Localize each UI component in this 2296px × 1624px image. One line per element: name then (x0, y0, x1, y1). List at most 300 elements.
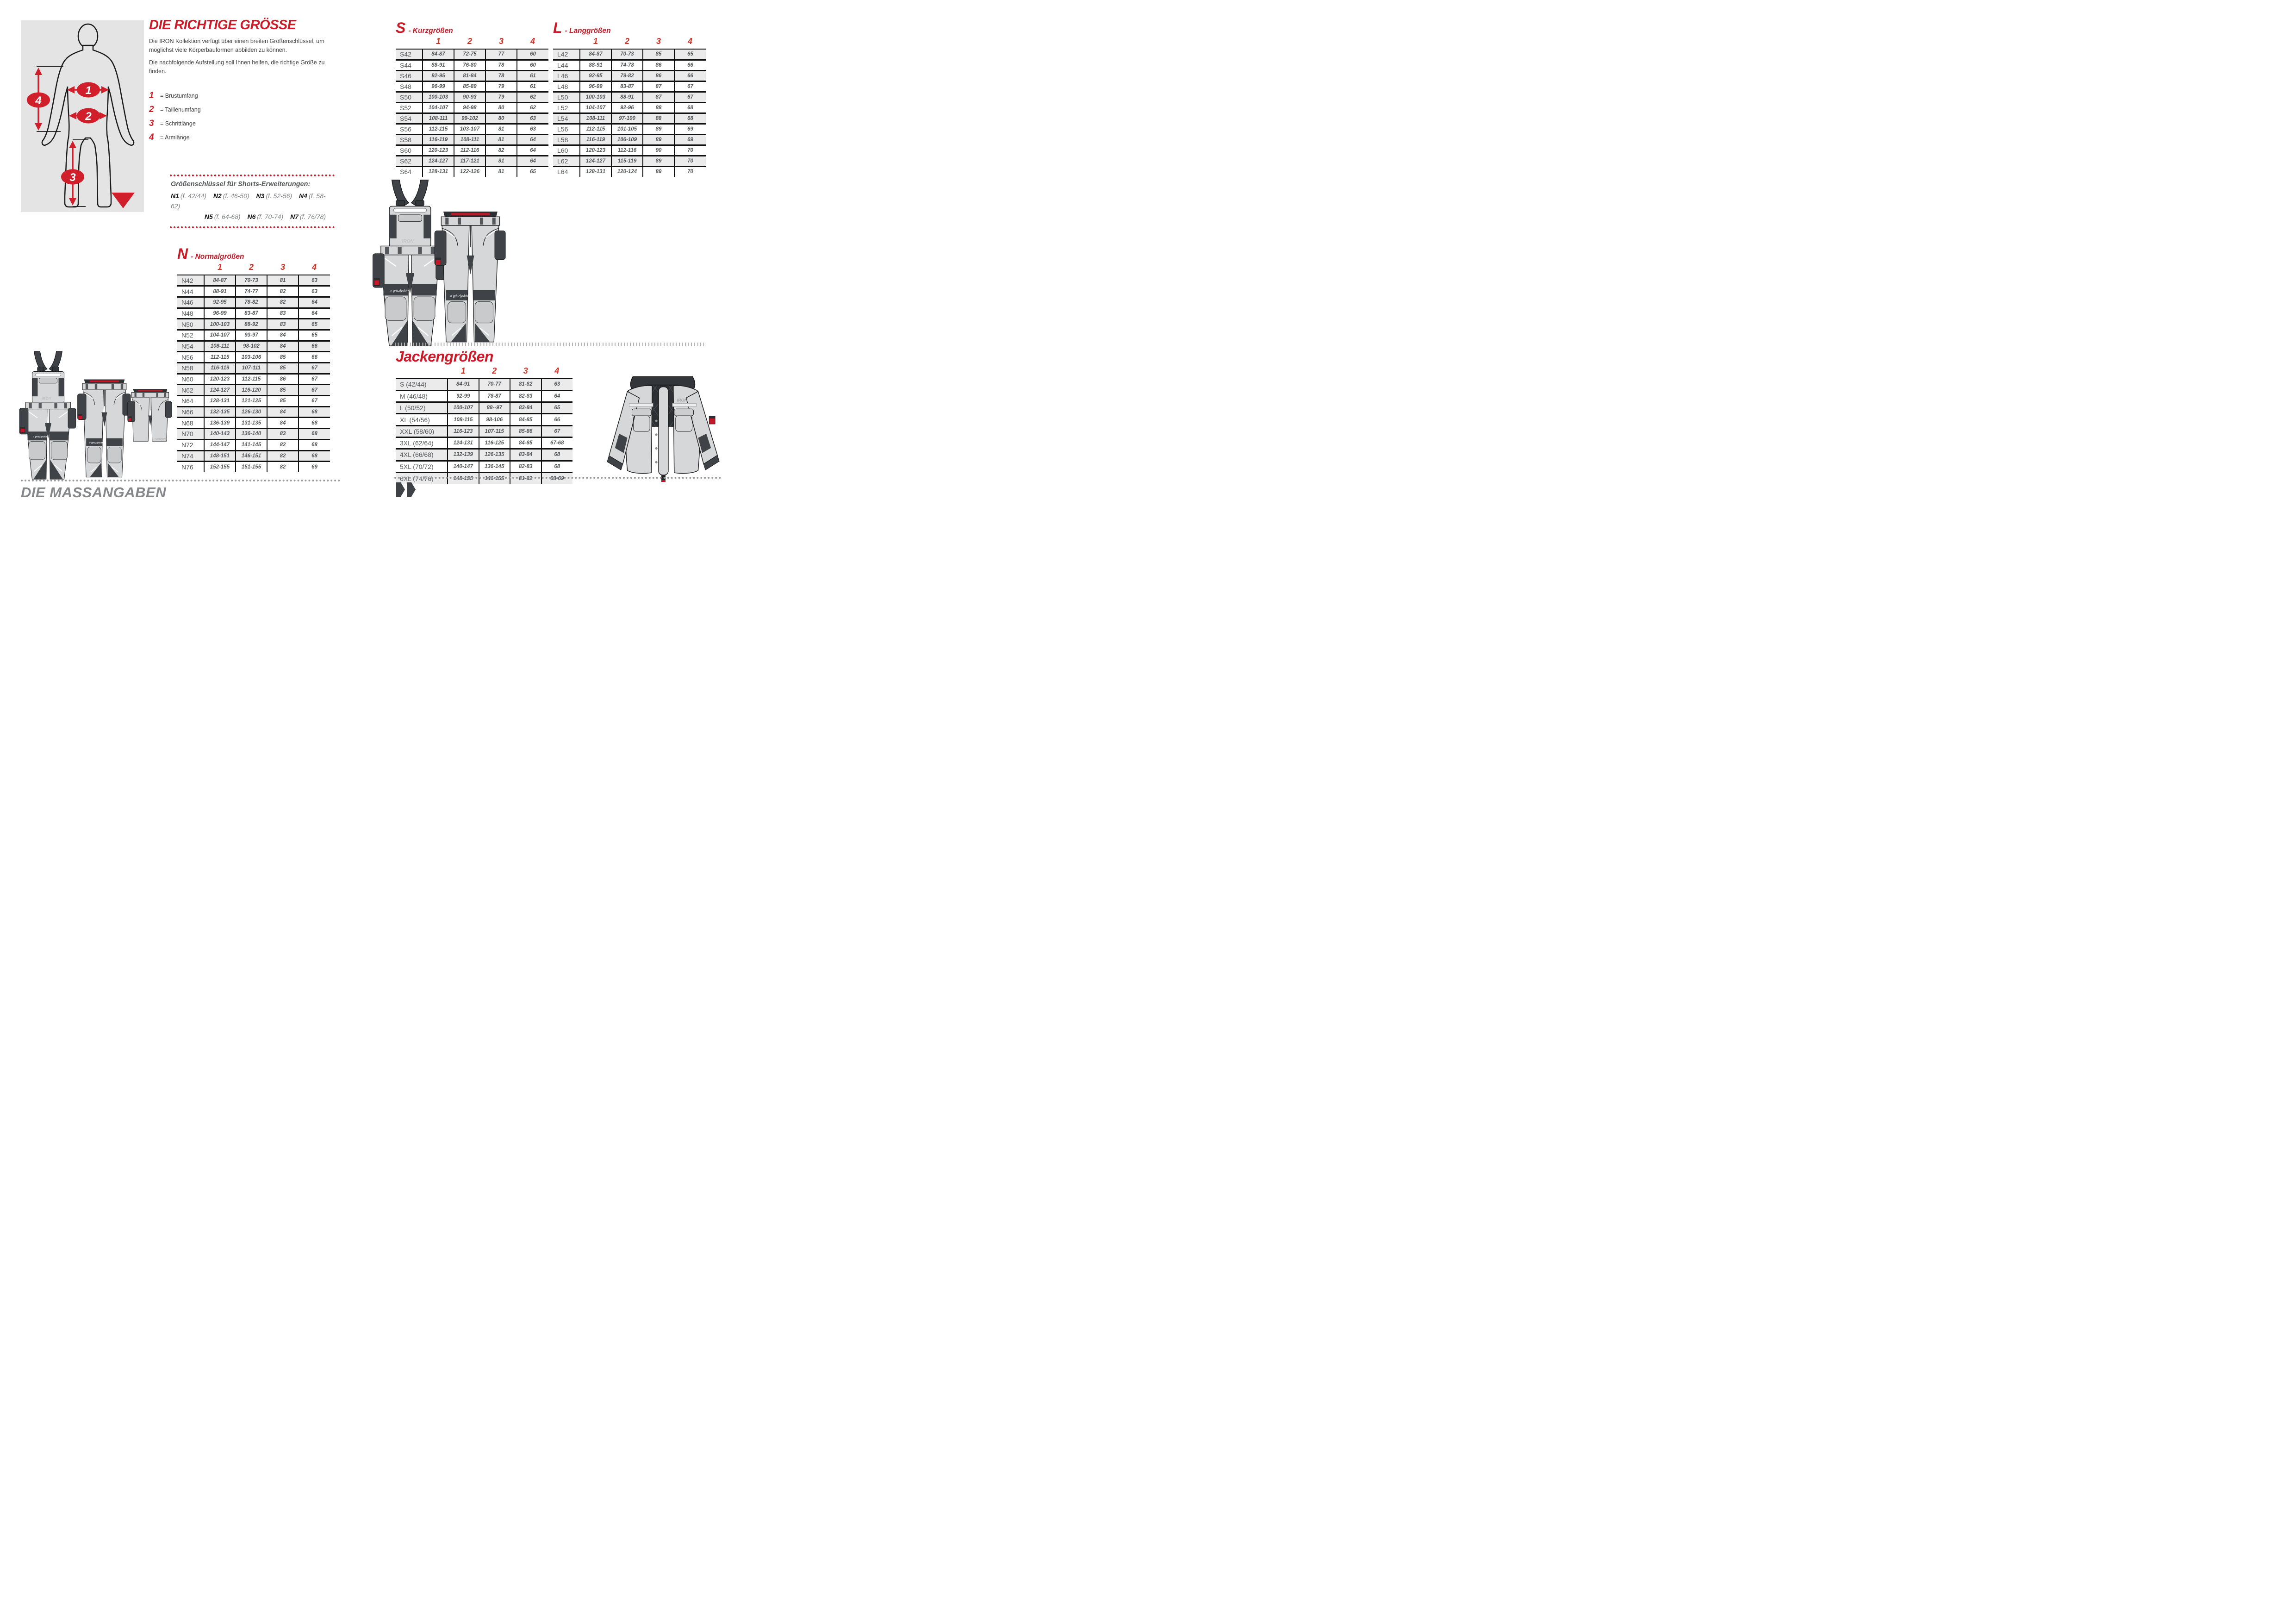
size-value: 84-87 (204, 275, 236, 286)
table-row (177, 429, 330, 440)
size-value: 128-131 (204, 396, 236, 407)
table-row (553, 124, 706, 134)
kurzgroessen-table (396, 36, 548, 177)
shorts-illustration (126, 388, 174, 445)
size-value: 116-119 (423, 134, 454, 145)
shorts-key-title: Größenschlüssel für Shorts-Erweiterungen: (171, 181, 311, 188)
size-value: 98-106 (479, 414, 510, 425)
size-value: 85-89 (454, 81, 485, 92)
size-value: 83 (267, 319, 299, 330)
size-value: 132-135 (204, 406, 236, 418)
size-value: 82-83 (510, 390, 541, 402)
size-value: 144-147 (204, 439, 236, 450)
size-value: 63 (541, 379, 573, 390)
size-value: 90-93 (454, 92, 485, 102)
size-label: S44 (396, 60, 423, 70)
jacket-illustration (601, 365, 725, 484)
size-label: L42 (553, 49, 580, 60)
size-label: 4XL (66/68) (396, 449, 448, 461)
footer-dotted-line-left (21, 480, 340, 481)
size-label: N54 (177, 341, 204, 352)
size-value: 88--97 (479, 402, 510, 414)
size-value: 136-140 (236, 429, 267, 440)
size-value: 106-109 (611, 134, 643, 145)
table-row (177, 352, 330, 363)
size-value: 68 (674, 102, 706, 113)
size-value: 80 (485, 102, 517, 113)
shorts-code: N3 (256, 192, 265, 200)
column-header: 1 (217, 262, 222, 272)
size-value: 88-91 (611, 92, 643, 102)
size-value: 140-147 (448, 461, 479, 472)
shorts-range: (f. 70-74) (257, 212, 284, 220)
table-row (177, 450, 330, 462)
size-value: 108-115 (448, 414, 479, 425)
size-value: 82 (267, 462, 299, 473)
legend-label: = Armlänge (160, 134, 190, 141)
size-value: 89 (643, 134, 674, 145)
size-value: 92-95 (204, 297, 236, 308)
size-label: N72 (177, 439, 204, 450)
size-value: 100-107 (448, 402, 479, 414)
marker-3: 3 (69, 171, 76, 184)
size-value: 112-115 (423, 124, 454, 134)
table-row (396, 156, 548, 166)
forward-chevrons-icon (396, 482, 417, 499)
table-row (553, 145, 706, 156)
size-label: N66 (177, 406, 204, 418)
size-value: 97-100 (611, 113, 643, 124)
size-value: 117-121 (454, 156, 485, 166)
l-table-title (553, 19, 611, 37)
column-header: 3 (280, 262, 285, 272)
marker-2: 2 (85, 110, 92, 123)
size-value: 64 (517, 156, 548, 166)
column-header: 2 (249, 262, 254, 272)
table-row (177, 275, 330, 286)
shorts-code: N5 (204, 212, 213, 220)
footer-dotted-line-right (394, 477, 721, 479)
size-label: S64 (396, 166, 423, 177)
column-header: 3 (656, 37, 661, 46)
size-value: 100-103 (423, 92, 454, 102)
size-value: 89 (643, 124, 674, 134)
size-label: L62 (553, 156, 580, 166)
size-value: 146-155 (479, 472, 510, 484)
table-row (396, 102, 548, 113)
size-label: L58 (553, 134, 580, 145)
size-value: 83 (267, 308, 299, 319)
size-value: 76-80 (454, 60, 485, 70)
shorts-size-key-box (170, 175, 335, 228)
size-value: 128-131 (580, 166, 611, 177)
size-label: L44 (553, 60, 580, 70)
size-value: 63 (299, 275, 330, 286)
table-row (177, 418, 330, 429)
table-row (396, 437, 572, 449)
size-value: 107-111 (236, 363, 267, 374)
size-label: S60 (396, 145, 423, 156)
jackengroessen-title: Jackengrößen (396, 348, 493, 365)
size-value: 64 (517, 134, 548, 145)
size-value: 93-97 (236, 330, 267, 341)
size-label: L52 (553, 102, 580, 113)
size-value: 85 (643, 49, 674, 60)
size-value: 83-87 (236, 308, 267, 319)
size-value: 68 (541, 449, 573, 461)
size-value: 68 (299, 439, 330, 450)
size-value: 83-84 (510, 402, 541, 414)
size-value: 70-73 (611, 49, 643, 60)
size-value: 83 (267, 429, 299, 440)
size-value: 104-107 (423, 102, 454, 113)
size-value: 131-135 (236, 418, 267, 429)
size-value: 82-83 (510, 461, 541, 472)
size-label: 3XL (62/64) (396, 437, 448, 449)
legend-label: = Schrittlänge (160, 120, 196, 127)
size-value: 74-77 (236, 286, 267, 297)
size-value: 92-99 (448, 390, 479, 402)
column-header: 2 (467, 37, 472, 46)
size-value: 112-115 (204, 352, 236, 363)
shorts-code: N7 (290, 212, 299, 220)
size-value: 68 (299, 406, 330, 418)
size-value: 86 (267, 374, 299, 385)
size-value: 63 (517, 113, 548, 124)
size-value: 62 (517, 92, 548, 102)
size-value: 85 (267, 352, 299, 363)
size-label: M (46/48) (396, 390, 448, 402)
size-label: N70 (177, 429, 204, 440)
shorts-key-row-1 (171, 191, 334, 212)
size-value: 84 (267, 341, 299, 352)
size-value: 86 (643, 70, 674, 81)
table-row (396, 70, 548, 81)
size-value: 89 (643, 156, 674, 166)
size-value: 81 (485, 166, 517, 177)
size-value: 67 (299, 374, 330, 385)
size-value: 108-111 (580, 113, 611, 124)
size-value: 96-99 (580, 81, 611, 92)
size-label: L48 (553, 81, 580, 92)
table-row (553, 70, 706, 81)
column-header-row (396, 36, 548, 49)
column-header-row (177, 262, 330, 275)
size-value: 64 (517, 145, 548, 156)
size-value: 60 (517, 60, 548, 70)
table-row (553, 60, 706, 70)
size-value: 84-85 (510, 437, 541, 449)
jackengroessen-table (396, 366, 572, 484)
size-label: S (42/44) (396, 379, 448, 390)
size-value: 124-127 (204, 385, 236, 396)
size-value: 81 (485, 134, 517, 145)
size-value: 85-86 (510, 425, 541, 437)
legend-item (149, 105, 201, 115)
size-value: 104-107 (204, 330, 236, 341)
column-header-blank (396, 36, 423, 49)
size-value: 104-107 (580, 102, 611, 113)
legend-item (149, 91, 201, 101)
size-value: 84-87 (580, 49, 611, 60)
column-header: 2 (492, 366, 497, 375)
size-value: 94-98 (454, 102, 485, 113)
shorts-range: (f. 46-50) (223, 192, 249, 200)
normalgroessen-table (177, 262, 330, 472)
size-value: 64 (299, 297, 330, 308)
size-value: 62 (517, 102, 548, 113)
measurement-figure-panel (21, 20, 144, 212)
size-value: 116-119 (204, 363, 236, 374)
footer-title: DIE MASSANGABEN (21, 484, 167, 500)
table-row (177, 406, 330, 418)
size-value: 88-91 (423, 60, 454, 70)
size-value: 68 (299, 450, 330, 462)
table-row (553, 49, 706, 60)
size-value: 84-85 (510, 414, 541, 425)
size-value: 148-155 (448, 472, 479, 484)
size-label: N62 (177, 385, 204, 396)
size-value: 136-145 (479, 461, 510, 472)
shorts-key-row-2 (171, 212, 334, 222)
size-value: 67 (674, 92, 706, 102)
size-label: S42 (396, 49, 423, 60)
table-row (177, 319, 330, 330)
size-value: 67 (674, 81, 706, 92)
size-value: 120-123 (580, 145, 611, 156)
body-outline (42, 45, 134, 207)
size-label: N58 (177, 363, 204, 374)
size-value: 100-103 (204, 319, 236, 330)
size-label: N56 (177, 352, 204, 363)
size-value: 65 (299, 330, 330, 341)
size-label: N50 (177, 319, 204, 330)
size-value: 66 (674, 60, 706, 70)
size-value: 112-115 (580, 124, 611, 134)
table-row (396, 49, 548, 60)
red-triangle-icon (112, 193, 135, 208)
size-value: 136-139 (204, 418, 236, 429)
table-row (396, 414, 572, 425)
page-title: DIE RICHTIGE GRÖSSE (149, 18, 296, 32)
size-label: L (50/52) (396, 402, 448, 414)
bib-overall-illustration-small (14, 350, 82, 481)
size-value: 68 (674, 113, 706, 124)
size-value: 112-115 (236, 374, 267, 385)
size-value: 87 (643, 81, 674, 92)
size-value: 81 (485, 124, 517, 134)
size-label: N60 (177, 374, 204, 385)
size-label: S62 (396, 156, 423, 166)
column-header-blank (553, 36, 580, 49)
table-row (177, 330, 330, 341)
size-value: 77 (485, 49, 517, 60)
size-value: 61 (517, 81, 548, 92)
size-value: 128-131 (423, 166, 454, 177)
legend-label: = Taillenumfang (160, 106, 201, 113)
chevron-right-icon (396, 482, 405, 497)
size-value: 124-131 (448, 437, 479, 449)
size-value: 74-78 (611, 60, 643, 70)
size-value: 140-143 (204, 429, 236, 440)
size-label: S46 (396, 70, 423, 81)
size-value: 61 (517, 70, 548, 81)
table-row (177, 462, 330, 473)
column-header: 4 (530, 37, 535, 46)
size-value: 146-151 (236, 450, 267, 462)
size-label: XXL (58/60) (396, 425, 448, 437)
size-value: 81-82 (510, 379, 541, 390)
size-label: N64 (177, 396, 204, 407)
size-value: 101-105 (611, 124, 643, 134)
table-row (396, 92, 548, 102)
size-value: 68-69 (541, 472, 573, 484)
size-value: 121-125 (236, 396, 267, 407)
size-value: 84 (267, 418, 299, 429)
size-label: L46 (553, 70, 580, 81)
size-value: 69 (674, 134, 706, 145)
table-row (177, 297, 330, 308)
size-value: 89 (643, 166, 674, 177)
size-value: 81 (267, 275, 299, 286)
size-label: L64 (553, 166, 580, 177)
table-row (177, 396, 330, 407)
size-value: 66 (299, 352, 330, 363)
size-value: 79 (485, 81, 517, 92)
size-value: 132-139 (448, 449, 479, 461)
size-value: 67-68 (541, 437, 573, 449)
legend-number: 3 (149, 119, 154, 128)
size-value: 69 (299, 462, 330, 473)
table-row (396, 461, 572, 472)
s-table-label: - Kurzgrößen (408, 27, 453, 35)
n-table-label: - Normalgrößen (191, 253, 244, 261)
table-row (396, 134, 548, 145)
size-label: N52 (177, 330, 204, 341)
size-value: 67 (299, 385, 330, 396)
column-header: 3 (498, 37, 504, 46)
size-value: 69 (674, 124, 706, 134)
size-value: 103-106 (236, 352, 267, 363)
marker-4: 4 (35, 94, 42, 107)
size-value: 88-91 (580, 60, 611, 70)
column-header-row (553, 36, 706, 49)
table-row (177, 385, 330, 396)
size-value: 90 (643, 145, 674, 156)
size-value: 67 (541, 425, 573, 437)
size-value: 96-99 (423, 81, 454, 92)
size-value: 116-125 (479, 437, 510, 449)
size-value: 116-119 (580, 134, 611, 145)
size-value: 78 (485, 60, 517, 70)
size-value: 66 (674, 70, 706, 81)
body-measurement-diagram (21, 20, 144, 212)
table-row (396, 166, 548, 177)
size-value: 78 (485, 70, 517, 81)
size-value: 120-124 (611, 166, 643, 177)
size-label: S58 (396, 134, 423, 145)
table-row (177, 341, 330, 352)
size-value: 98-102 (236, 341, 267, 352)
size-value: 88 (643, 102, 674, 113)
legend-number: 2 (149, 105, 154, 114)
table-row (396, 425, 572, 437)
size-value: 108-111 (423, 113, 454, 124)
size-value: 82 (267, 297, 299, 308)
size-label: N42 (177, 275, 204, 286)
shorts-range: (f. 64-68) (214, 212, 241, 220)
l-table-label: - Langgrößen (565, 27, 611, 35)
size-value: 82 (485, 145, 517, 156)
size-value: 78-82 (236, 297, 267, 308)
shorts-code: N6 (247, 212, 256, 220)
size-value: 107-115 (479, 425, 510, 437)
size-value: 81-84 (454, 70, 485, 81)
size-value: 65 (299, 319, 330, 330)
intro-paragraph-2: Die nachfolgende Aufstellung soll Ihnen helfen, die richtige Größe zu finden. (149, 59, 325, 75)
size-label: N68 (177, 418, 204, 429)
table-row (396, 60, 548, 70)
size-label: N44 (177, 286, 204, 297)
size-label: L50 (553, 92, 580, 102)
size-value: 112-116 (611, 145, 643, 156)
l-table-letter: L (553, 19, 562, 36)
intro-paragraph-1: Die IRON Kollektion verfügt über einen breiten Größenschlüssel, um möglichst viele Körperbauformen abbilden zu können. (149, 38, 324, 54)
size-value: 81 (485, 156, 517, 166)
size-value: 66 (541, 414, 573, 425)
size-value: 151-155 (236, 462, 267, 473)
work-pants-illustration-small (75, 378, 134, 480)
size-value: 84 (267, 406, 299, 418)
column-header-blank (396, 366, 448, 379)
size-label: S48 (396, 81, 423, 92)
table-row (553, 156, 706, 166)
size-value: 68 (541, 461, 573, 472)
column-header: 3 (523, 366, 528, 375)
column-header: 1 (593, 37, 598, 46)
column-header: 2 (624, 37, 629, 46)
size-label: XL (54/56) (396, 414, 448, 425)
legend-label: = Brustumfang (160, 93, 198, 99)
size-value: 78-87 (479, 390, 510, 402)
legend-item (149, 119, 201, 129)
size-value: 64 (541, 390, 573, 402)
size-value: 79 (485, 92, 517, 102)
table-row (177, 439, 330, 450)
size-value: 85 (267, 396, 299, 407)
table-row (177, 363, 330, 374)
size-value: 60 (517, 49, 548, 60)
size-label: L56 (553, 124, 580, 134)
shorts-code: N2 (213, 192, 222, 200)
chevron-right-icon (407, 482, 416, 497)
n-table-title (177, 245, 244, 262)
table-row (553, 92, 706, 102)
table-row (553, 134, 706, 145)
size-value: 83-84 (510, 449, 541, 461)
size-value: 96-99 (204, 308, 236, 319)
table-row (553, 113, 706, 124)
size-value: 67 (299, 396, 330, 407)
column-header: 1 (460, 366, 466, 375)
table-row (177, 286, 330, 297)
size-label: N74 (177, 450, 204, 462)
size-label: L54 (553, 113, 580, 124)
size-value: 68 (299, 418, 330, 429)
size-value: 152-155 (204, 462, 236, 473)
size-value: 63 (299, 286, 330, 297)
size-value: 88 (643, 113, 674, 124)
